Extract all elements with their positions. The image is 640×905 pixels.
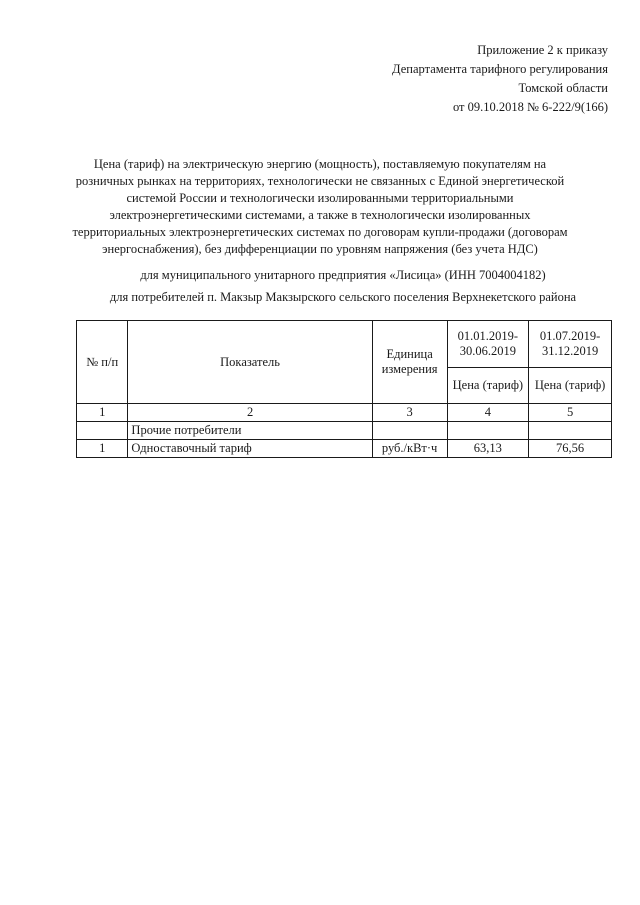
column-number: 3 (372, 404, 447, 422)
table-row (77, 440, 612, 458)
header-period-1: 01.01.2019-30.06.2019 (447, 321, 529, 368)
table-header-row (77, 321, 612, 368)
header-price-2: Цена (тариф) (529, 368, 612, 404)
appendix-line-3: Томской области (518, 81, 608, 95)
header-indicator: Показатель (128, 321, 372, 404)
group-value-cell (447, 422, 529, 440)
column-number: 5 (529, 404, 612, 422)
appendix-line-2: Департамента тарифного регулирования (392, 62, 608, 76)
header-unit: Единица измерения (372, 321, 447, 404)
row-indicator: Одноставочный тариф (128, 440, 372, 458)
row-unit: руб./кВт·ч (372, 440, 447, 458)
header-period-2: 01.07.2019-31.12.2019 (529, 321, 612, 368)
group-value-cell (529, 422, 612, 440)
row-value-1: 63,13 (447, 440, 529, 458)
appendix-block (392, 41, 608, 117)
group-no-cell (77, 422, 128, 440)
header-price-1: Цена (тариф) (447, 368, 529, 404)
row-no: 1 (77, 440, 128, 458)
column-number: 4 (447, 404, 529, 422)
column-number: 2 (128, 404, 372, 422)
consumers-line: для потребителей п. Макзыр Макзырского сельского поселения Верхнекетского района (109, 290, 577, 304)
document-title: Цена (тариф) на электрическую энергию (мощность), поставляемую покупателям на розничных рынках на территориях, технологически не связанных с Единой энергетической системой России и технологически изолированными территориальными электроэнергетическими системами, а также в технологически изолированных территориальных электроэнергетических системах по договорам купли-продажи (договорам энергоснабжения), без дифференциации по уровням напряжения (без учета НДС) (72, 157, 568, 256)
enterprise-line: для муниципального унитарного предприятия «Лисица» (ИНН 7004004182) (140, 268, 546, 282)
group-label: Прочие потребители (128, 422, 372, 440)
tariff-table (76, 320, 612, 458)
table-group-row (77, 422, 612, 440)
table-number-row (77, 404, 612, 422)
appendix-line-1: Приложение 2 к приказу (477, 43, 608, 57)
header-no: № п/п (77, 321, 128, 404)
row-value-2: 76,56 (529, 440, 612, 458)
appendix-line-4: от 09.10.2018 № 6-222/9(166) (452, 100, 608, 114)
group-unit-cell (372, 422, 447, 440)
column-number: 1 (77, 404, 128, 422)
